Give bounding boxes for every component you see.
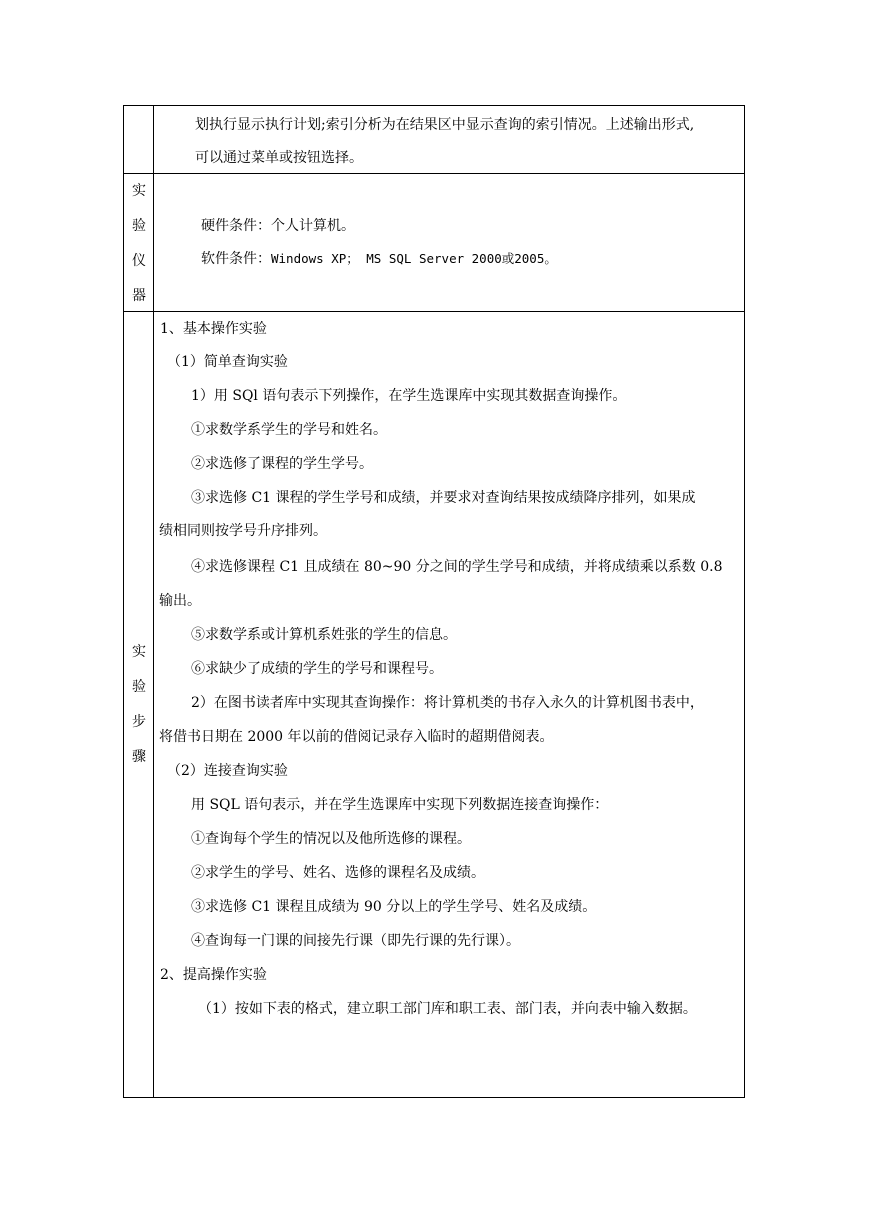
label-char: 实 — [132, 644, 146, 661]
label-char: 步 — [132, 714, 146, 731]
step-line: ①求数学系学生的学号和姓名。 — [191, 422, 387, 439]
row-equipment — [124, 174, 745, 312]
hardware-condition: 硬件条件：个人计算机。 — [201, 218, 355, 235]
text-line: 划执行显示执行计划;索引分析为在结果区中显示查询的索引情况。上述输出形式, — [195, 117, 695, 133]
steps-content-cell — [154, 312, 745, 1098]
equipment-label — [124, 174, 154, 314]
step-line: ④求选修课程 C1 且成绩在 80~90 分之间的学生学号和成绩，并将成绩乘以系数 0.8 — [191, 559, 723, 576]
subsection-heading: （1）简单查询实验 — [167, 354, 288, 371]
step-line: 1）用 SQl 语句表示下列操作，在学生选课库中实现其数据查询操作。 — [191, 388, 627, 405]
step-line: ①查询每个学生的情况以及他所选修的课程。 — [191, 831, 471, 848]
label-char: 器 — [132, 288, 146, 305]
section-heading: 2、提高操作实验 — [160, 967, 267, 984]
row-execution-plan — [124, 106, 745, 174]
row1-label-cell — [124, 106, 154, 174]
step-line: （1）按如下表的格式，建立职工部门库和职工表、部门表，并向表中输入数据。 — [198, 1001, 697, 1018]
step-line: 绩相同则按学号升序排列。 — [159, 523, 327, 540]
step-line: ③求选修 C1 课程的学生学号和成绩，并要求对查询结果按成绩降序排列，如果成 — [191, 490, 696, 507]
software-text: Windows XP； MS SQL Server 2000或2005。 — [271, 251, 557, 267]
step-line: 2）在图书读者库中实现其查询操作：将计算机类的书存入永久的计算机图书表中， — [191, 695, 704, 712]
step-line: 用 SQL 语句表示，并在学生选课库中实现下列数据连接查询操作： — [191, 797, 609, 814]
label-char: 实 — [132, 183, 146, 200]
label-char: 仪 — [132, 253, 146, 270]
step-line: 输出。 — [159, 593, 201, 610]
software-condition — [201, 249, 557, 269]
steps-label-cell — [124, 312, 154, 1098]
equipment-content-cell — [154, 174, 745, 312]
step-line: 将借书日期在 2000 年以前的借阅记录存入临时的超期借阅表。 — [159, 729, 554, 746]
label-char: 骤 — [132, 749, 146, 766]
step-line: ②求学生的学号、姓名、选修的课程名及成绩。 — [191, 865, 485, 882]
step-line: ⑥求缺少了成绩的学生的学号和课程号。 — [191, 661, 443, 678]
equipment-label-cell — [124, 174, 154, 312]
text-line: 可以通过菜单或按钮选择。 — [195, 150, 363, 166]
experiment-table — [123, 105, 745, 1098]
step-line: ④查询每一门课的间接先行课（即先行课的先行课）。 — [191, 933, 520, 950]
steps-label — [124, 635, 154, 775]
software-prefix: 软件条件： — [201, 251, 271, 268]
section-heading: 1、基本操作实验 — [160, 321, 267, 338]
step-line: ②求选修了课程的学生学号。 — [191, 456, 373, 473]
row1-content-cell — [154, 106, 745, 174]
label-char: 验 — [132, 218, 146, 235]
subsection-heading: （2）连接查询实验 — [167, 763, 288, 780]
step-line: ⑤求数学系或计算机系姓张的学生的信息。 — [191, 627, 457, 644]
label-char: 验 — [132, 679, 146, 696]
row-steps — [124, 312, 745, 1098]
step-line: ③求选修 C1 课程且成绩为 90 分以上的学生学号、姓名及成绩。 — [191, 899, 597, 916]
